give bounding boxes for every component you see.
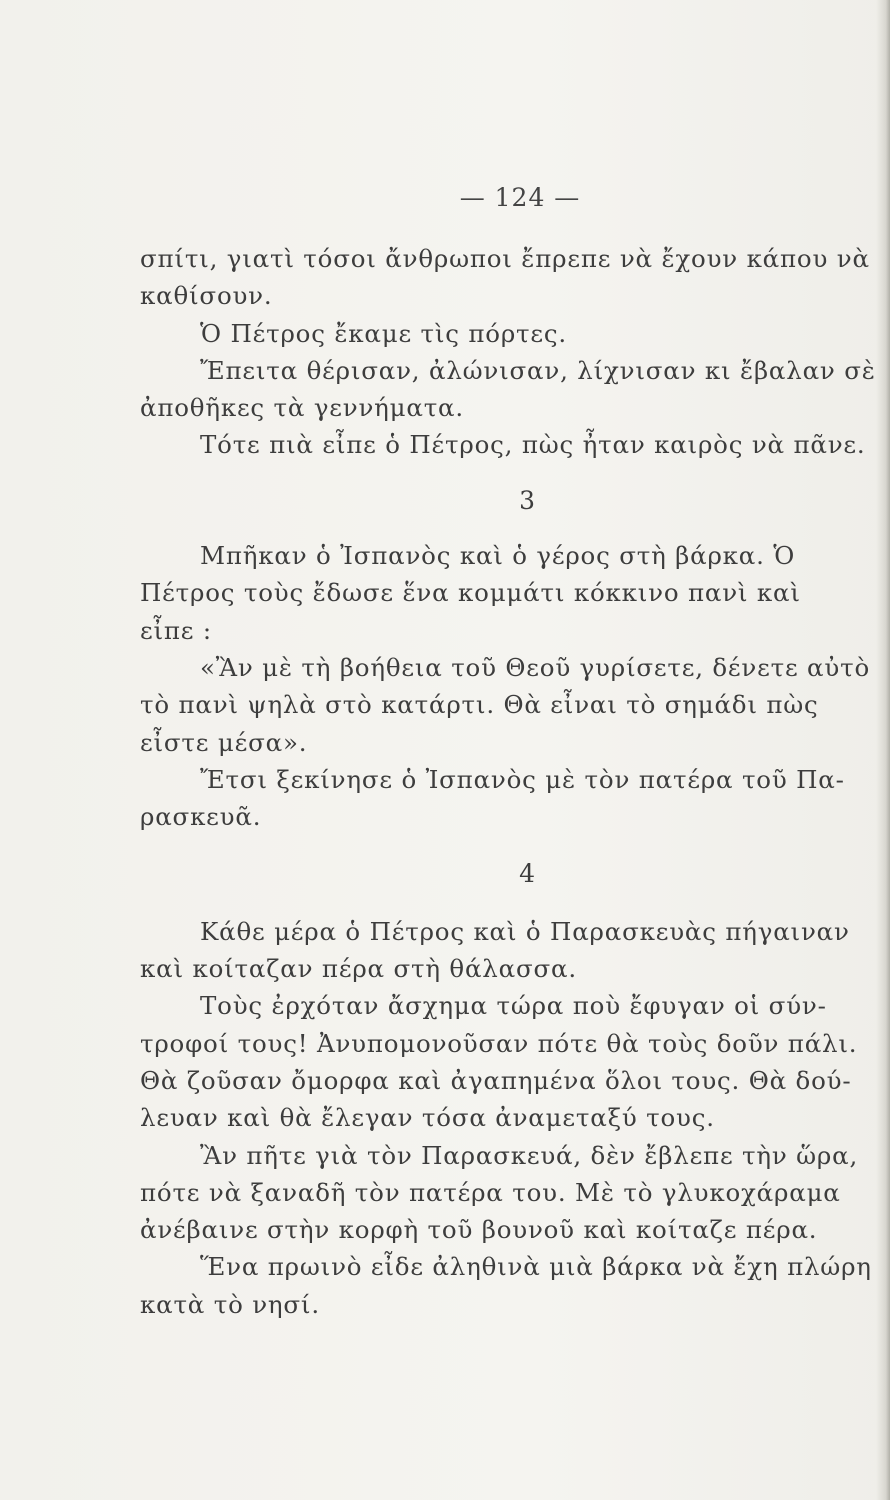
text-line: ἀνέβαινε στὴν κορφὴ τοῦ βουνοῦ καὶ κοίταζε πέρα.: [140, 1215, 818, 1245]
text-line: εἶστε μέσα».: [140, 727, 308, 757]
text-line: ρασκευᾶ.: [140, 802, 262, 832]
text-line: λευαν καὶ θὰ ἔλεγαν τόσα ἀναμεταξύ τους.: [140, 1103, 715, 1133]
text-line: κατὰ τὸ νησί.: [140, 1289, 320, 1319]
text-line: σπίτι, γιατὶ τόσοι ἄνθρωποι ἔπρεπε νὰ ἔχουν κάπου νὰ: [140, 244, 870, 273]
section-number: 3: [519, 485, 536, 515]
text-line: Μπῆκαν ὁ Ἰσπανὸς καὶ ὁ γέρος στὴ βάρκα. Ὁ: [200, 541, 796, 571]
text-line: Ἔτσι ξεκίνησε ὁ Ἰσπανὸς μὲ τὸν πατέρα τοῦ Πα-: [200, 764, 845, 794]
text-line: ἀποθῆκες τὰ γεννήματα.: [140, 393, 464, 423]
page-body-text: [140, 240, 880, 1323]
text-line: Πέτρος τοὺς ἔδωσε ἕνα κομμάτι κόκκινο πανὶ καὶ: [140, 578, 801, 608]
page-number: — 124 —: [459, 183, 581, 212]
text-line: Ἔπειτα θέρισαν, ἀλώνισαν, λίχνισαν κι ἔβαλαν σὲ: [200, 355, 876, 385]
text-line: Θὰ ζοῦσαν ὄμορφα καὶ ἀγαπημένα ὅλοι τους. Θὰ δού-: [140, 1065, 852, 1095]
text-line: πότε νὰ ξαναδῆ τὸν πατέρα του. Μὲ τὸ γλυκοχάραμα: [140, 1177, 841, 1207]
text-line: Κάθε μέρα ὁ Πέτρος καὶ ὁ Παρασκευὰς πήγαιναν: [200, 916, 850, 946]
text-line: Ἂν πῆτε γιὰ τὸν Παρασκευά, δὲν ἔβλεπε τὴν ὥρα,: [200, 1140, 859, 1170]
text-line: «Ἂν μὲ τὴ βοήθεια τοῦ Θεοῦ γυρίσετε, δένετε αὐτὸ: [200, 652, 870, 682]
text-line: καὶ κοίταζαν πέρα στὴ θάλασσα.: [140, 954, 577, 984]
text-line: τροφοί τους! Ἀνυπομονοῦσαν πότε θὰ τοὺς δοῦν πάλι.: [140, 1028, 858, 1058]
text-line: Τότε πιὰ εἶπε ὁ Πέτρος, πὼς ἦταν καιρὸς νὰ πᾶνε.: [200, 430, 866, 460]
text-line: εἶπε :: [140, 615, 212, 645]
text-line: Ὁ Πέτρος ἔκαμε τὶς πόρτες.: [200, 318, 568, 348]
section-number: 4: [519, 859, 536, 889]
text-line: καθίσουν.: [140, 281, 273, 311]
text-line: Τοὺς ἐρχόταν ἄσχημα τώρα ποὺ ἔφυγαν οἱ σύν-: [200, 991, 827, 1021]
text-line: τὸ πανὶ ψηλὰ στὸ κατάρτι. Θὰ εἶναι τὸ σημάδι πὼς: [140, 690, 819, 720]
text-line: Ἕνα πρωινὸ εἶδε ἀληθινὰ μιὰ βάρκα νὰ ἔχη πλώρη: [200, 1252, 872, 1282]
